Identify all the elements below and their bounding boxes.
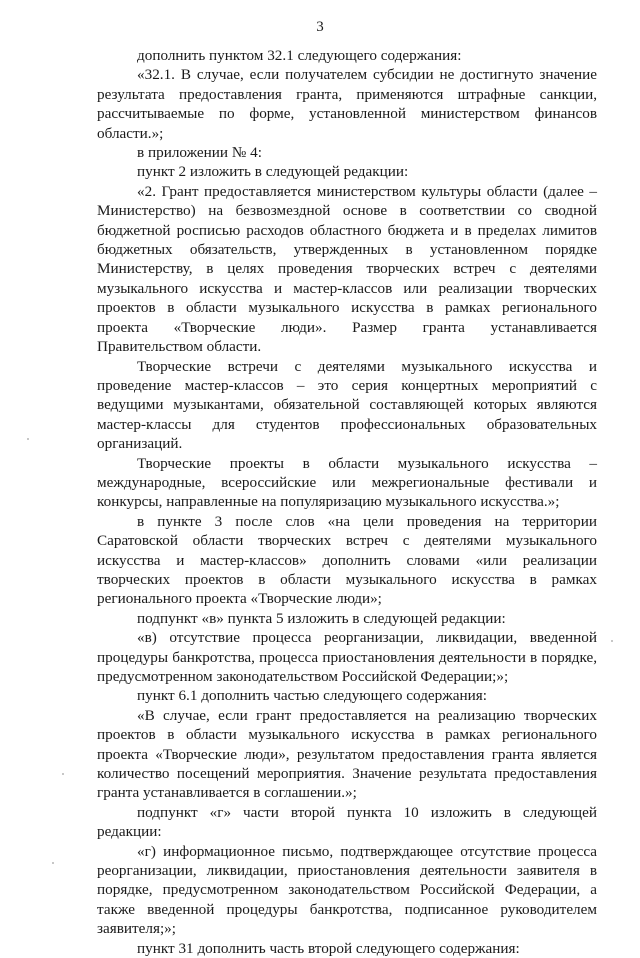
- paragraph-amend-32-1: дополнить пунктом 32.1 следующего содержания:: [137, 47, 462, 64]
- paragraph-subitem-v-heading: подпункт «в» пункта 5 изложить в следующей редакции:: [137, 609, 506, 627]
- paragraph-32-1-text: «32.1. В случае, если получателем субсидии не достигнуто значение результата предоставления гранта, применяются штрафные санкции, рассчитываемые по форме, установленной министерством финансов области.»;: [97, 66, 597, 142]
- paragraph-item-3: в пункте 3 после слов «на цели проведения на территории Саратовской области творческих встреч с деятелями музыкального искусства и мастер-классов» дополнить словами «или реализации творческих проектов в области музыкального искусства в рамках регионального проекта «Творческие люди»;: [97, 512, 597, 608]
- paragraph-item-6-1-text: «В случае, если грант предоставляется на реализацию творческих проектов в области музыкального искусства в рамках регионального проекта «Творческие люди», результатом предоставления гранта является количество посещений мероприятия. Значение результата предоставления гранта устанавливается в соглашении.»;: [97, 706, 597, 802]
- paragraph-appendix-4: в приложении № 4:: [137, 144, 262, 162]
- document-body: [97, 46, 597, 958]
- scan-speck: [62, 773, 64, 775]
- paragraph-subitem-g-heading: подпункт «г» части второй пункта 10 изложить в следующей редакции:: [97, 803, 597, 841]
- paragraph-subitem-g-text: «г) информационное письмо, подтверждающее отсутствие процесса реорганизации, ликвидации, приостановления деятельности заявителя в порядке, предусмотренном законодательством Российской Федерации, а также введенной процедуры банкротства, подписанное руководителем заявителя;»;: [97, 842, 597, 938]
- paragraph-creative-meetings: Творческие встречи с деятелями музыкального искусства и проведение мастер-классов – это серия концертных мероприятий с ведущими музыкантами, обязательной составляющей которых являются мастер-классы для студентов профессиональных образовательных организаций.: [97, 357, 597, 453]
- page-number: 3: [316, 19, 324, 35]
- scan-speck: [611, 640, 613, 642]
- scan-speck: [27, 438, 29, 440]
- paragraph-item-6-1-heading: пункт 6.1 дополнить частью следующего содержания:: [137, 687, 487, 705]
- paragraph-creative-projects: Творческие проекты в области музыкального искусства – международные, всероссийские или межрегиональные фестивали и конкурсы, направленные на популяризацию музыкального искусства.»;: [97, 454, 597, 511]
- paragraph-item-2-text: «2. Грант предоставляется министерством культуры области (далее – Министерство) на безвозмездной основе в соответствии со сводной бюджетной росписью расходов областного бюджета и в пределах лимитов бюджетных обязательств, утвержденных в установленном порядке Министерству, в целях проведения творческих встреч с деятелями музыкального искусства и мастер-классов или реализации творческих проектов в области музыкального искусства в рамках регионального проекта «Творческие люди». Размер гранта устанавливается Правительством области.: [97, 182, 597, 356]
- paragraph-item-31: пункт 31 дополнить часть второй следующего содержания:: [137, 939, 520, 957]
- paragraph-subitem-v-text: «в) отсутствие процесса реорганизации, ликвидации, введенной процедуры банкротства, процесса приостановления деятельности в порядке, предусмотренном законодательством Российской Федерации;»;: [97, 629, 597, 685]
- paragraph-item-2-heading: пункт 2 изложить в следующей редакции:: [137, 163, 409, 181]
- scan-speck: [52, 862, 54, 864]
